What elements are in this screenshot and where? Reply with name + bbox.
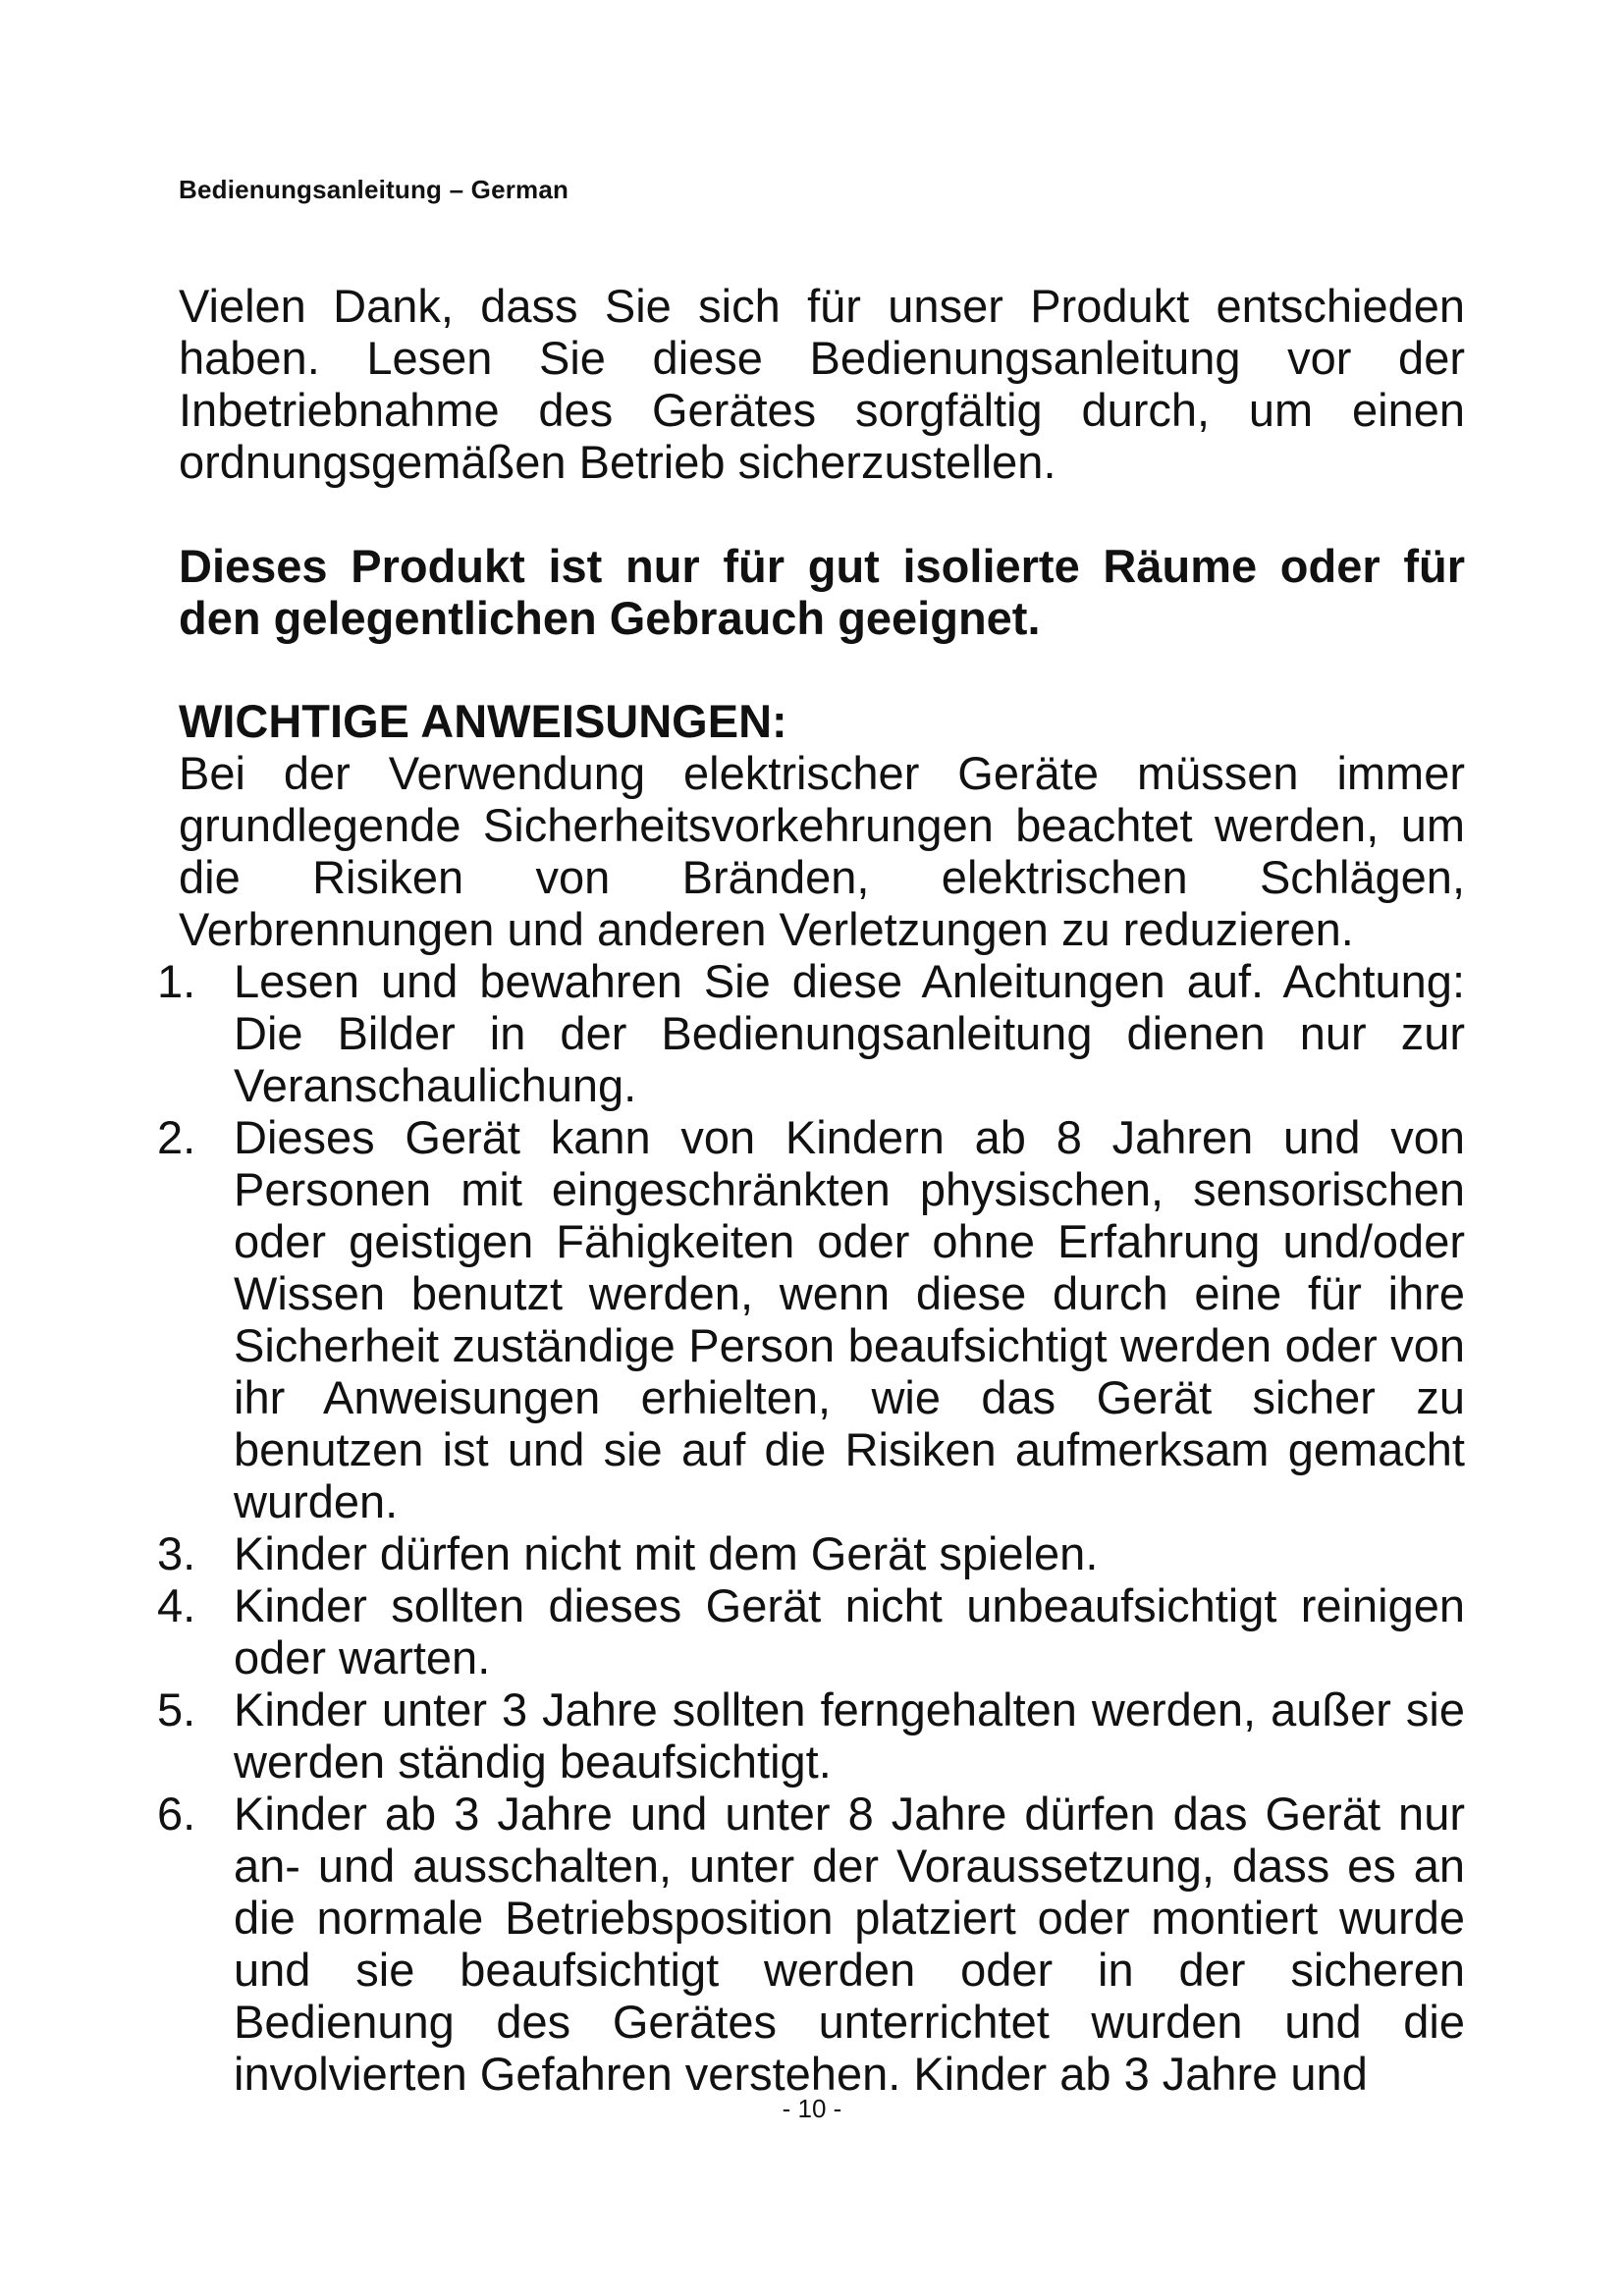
document-header: Bedienungsanleitung – German: [179, 175, 569, 204]
section-intro-paragraph: Bei der Verwendung elektrischer Geräte müssen immer grundlegende Sicherheitsvorkehrungen beachtet werden, um die Risiken von Bränden, elektrischen Schlägen, Verbrennungen und anderen Verletzungen zu reduzieren.: [179, 747, 1465, 955]
list-item: [157, 1683, 1465, 1788]
list-item: [157, 1788, 1465, 2100]
list-item-text: Kinder sollten dieses Gerät nicht unbeaufsichtigt reinigen oder warten.: [234, 1579, 1465, 1683]
list-item-text: Kinder unter 3 Jahre sollten ferngehalten werden, außer sie werden ständig beaufsichtigt.: [234, 1683, 1465, 1788]
list-item-number: 3.: [157, 1527, 196, 1579]
list-item: [157, 1579, 1465, 1683]
list-item-number: 2.: [157, 1111, 196, 1163]
list-item: [157, 1527, 1465, 1579]
document-page: [157, 0, 1465, 2296]
list-item: [157, 1111, 1465, 1527]
list-item-text: Kinder dürfen nicht mit dem Gerät spielen.: [234, 1527, 1099, 1579]
list-item-number: 6.: [157, 1788, 196, 1840]
notice-paragraph: Dieses Produkt ist nur für gut isolierte Räume oder für den gelegentlichen Gebrauch geeignet.: [179, 540, 1465, 644]
list-item-text: Lesen und bewahren Sie diese Anleitungen auf. Achtung: Die Bilder in der Bedienungsanleitung dienen nur zur Veranschaulichung.: [234, 955, 1465, 1111]
instruction-list: [157, 955, 1465, 2100]
section-title: WICHTIGE ANWEISUNGEN:: [179, 695, 787, 747]
list-item-text: Dieses Gerät kann von Kindern ab 8 Jahren und von Personen mit eingeschränkten physischen, sensorischen oder geistigen Fähigkeiten oder ohne Erfahrung und/oder Wissen benutzt werden, wenn diese durch eine für ihre Sicherheit zuständige Person beaufsichtigt werden oder von ihr Anweisungen erhielten, wie das Gerät sicher zu benutzen ist und sie auf die Risiken aufmerksam gemacht wurden.: [234, 1111, 1465, 1527]
list-item-number: 1.: [157, 955, 196, 1007]
list-item-number: 5.: [157, 1683, 196, 1735]
list-item-number: 4.: [157, 1579, 196, 1631]
list-item: [157, 955, 1465, 1111]
page-number: - 10 -: [782, 2094, 842, 2123]
list-item-text: Kinder ab 3 Jahre und unter 8 Jahre dürfen das Gerät nur an- und ausschalten, unter der Voraussetzung, dass es an die normale Betriebsposition platziert oder montiert wurde und sie beaufsichtigt werden oder in der sicheren Bedienung des Gerätes unterrichtet wurden und die involvierten Gefahren verstehen. Kinder ab 3 Jahre und: [234, 1788, 1465, 2100]
intro-paragraph: Vielen Dank, dass Sie sich für unser Produkt entschieden haben. Lesen Sie diese Bedienungsanleitung vor der Inbetriebnahme des Gerätes sorgfältig durch, um einen ordnungsgemäßen Betrieb sicherzustellen.: [179, 280, 1465, 488]
